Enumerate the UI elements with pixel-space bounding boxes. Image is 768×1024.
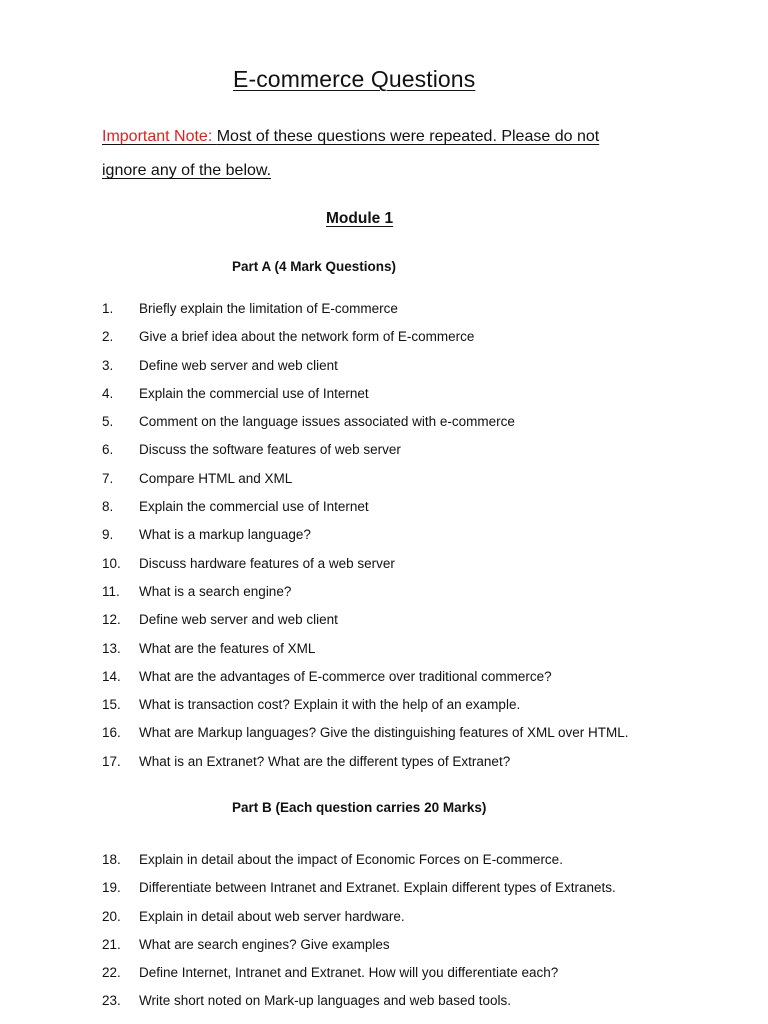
question-number: 2. <box>102 329 114 345</box>
question-item <box>102 852 616 880</box>
question-text: Explain in detail about web server hardware. <box>139 908 405 924</box>
question-number: 5. <box>102 414 114 430</box>
question-text: Discuss the software features of web server <box>139 442 401 458</box>
question-text: Briefly explain the limitation of E-commerce <box>139 301 398 316</box>
question-item <box>102 880 616 908</box>
question-text: Differentiate between Intranet and Extranet. Explain different types of Extranets. <box>139 880 616 896</box>
part-a-question-list <box>102 301 629 782</box>
question-text: Explain the commercial use of Internet <box>139 499 369 515</box>
question-number: 11. <box>102 583 120 599</box>
question-item <box>102 442 629 470</box>
question-text: Compare HTML and XML <box>139 470 293 486</box>
question-number: 1. <box>102 301 114 316</box>
question-number: 4. <box>102 385 114 401</box>
question-number: 8. <box>102 499 114 515</box>
question-text: What is an Extranet? What are the different types of Extranet? <box>139 753 511 769</box>
question-text: Define web server and web client <box>139 357 338 373</box>
module-heading: Module 1 <box>326 210 394 227</box>
question-item <box>102 358 629 386</box>
question-text: What are search engines? Give examples <box>139 936 390 952</box>
question-item <box>102 937 616 965</box>
question-text: Write short noted on Mark-up languages and web based tools. <box>139 993 511 1009</box>
part-a-heading: Part A (4 Mark Questions) <box>232 259 397 274</box>
important-note-text: Most of these questions were repeated. Please do not <box>216 128 600 145</box>
question-item <box>102 584 629 612</box>
question-number: 15. <box>102 697 121 713</box>
part-b-heading: Part B (Each question carries 20 Marks) <box>232 800 487 815</box>
important-note-line-2: ignore any of the below. <box>102 162 272 179</box>
part-b-question-list <box>102 852 616 1022</box>
question-item <box>102 993 616 1021</box>
question-item <box>102 754 629 782</box>
question-item <box>102 612 629 640</box>
question-item <box>102 556 629 584</box>
question-number: 7. <box>102 470 114 486</box>
question-text: Explain in detail about the impact of Economic Forces on E-commerce. <box>139 852 563 867</box>
question-number: 6. <box>102 442 114 458</box>
important-note-label: Important Note: <box>102 128 217 145</box>
question-item <box>102 471 629 499</box>
question-number: 3. <box>102 357 114 373</box>
question-item <box>102 725 629 753</box>
question-item <box>102 329 629 357</box>
question-text: What is transaction cost? Explain it with the help of an example. <box>139 697 521 713</box>
question-item <box>102 499 629 527</box>
question-text: Give a brief idea about the network form of E-commerce <box>139 329 475 345</box>
question-text: What are Markup languages? Give the distinguishing features of XML over HTML. <box>139 725 629 741</box>
question-item <box>102 909 616 937</box>
question-item <box>102 965 616 993</box>
question-number: 18. <box>102 852 121 867</box>
question-text: Explain the commercial use of Internet <box>139 385 369 401</box>
question-item <box>102 301 629 329</box>
question-number: 17. <box>102 753 121 769</box>
question-text: Discuss hardware features of a web server <box>139 555 395 571</box>
question-text: Define Internet, Intranet and Extranet. How will you differentiate each? <box>139 965 559 981</box>
question-item <box>102 697 629 725</box>
question-number: 12. <box>102 612 121 628</box>
question-number: 13. <box>102 640 121 656</box>
question-number: 16. <box>102 725 121 741</box>
important-note-line-1 <box>102 128 599 146</box>
question-number: 23. <box>102 993 121 1009</box>
question-number: 9. <box>102 527 114 543</box>
document-title: E-commerce Questions <box>233 66 476 92</box>
question-text: What are the features of XML <box>139 640 316 656</box>
question-item <box>102 641 629 669</box>
question-text: What is a search engine? <box>139 583 292 599</box>
question-item <box>102 669 629 697</box>
question-item <box>102 414 629 442</box>
question-number: 21. <box>102 936 121 952</box>
question-number: 20. <box>102 908 121 924</box>
question-text: What are the advantages of E-commerce over traditional commerce? <box>139 668 552 684</box>
question-number: 10. <box>102 555 121 571</box>
question-text: What is a markup language? <box>139 527 311 543</box>
question-text: Comment on the language issues associated with e-commerce <box>139 414 515 430</box>
question-number: 22. <box>102 965 121 981</box>
question-item <box>102 386 629 414</box>
question-text: Define web server and web client <box>139 612 338 628</box>
question-number: 19. <box>102 880 121 896</box>
question-item <box>102 527 629 555</box>
question-number: 14. <box>102 668 121 684</box>
